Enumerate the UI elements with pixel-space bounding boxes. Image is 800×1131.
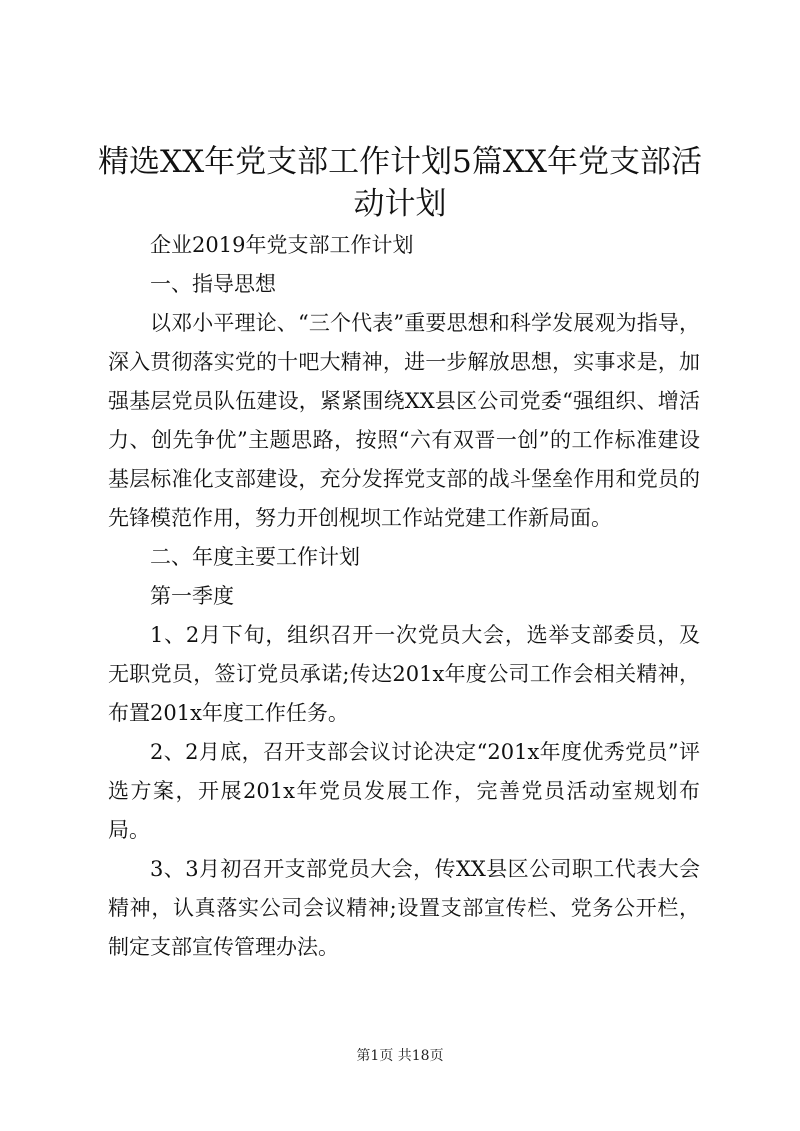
- paragraph-item-3: 3、3月初召开支部党员大会，传XX县区公司职工代表大会精神，认真落实公司会议精神;设置支部宣传栏、党务公开栏，制定支部宣传管理办法。: [108, 857, 700, 959]
- paragraph-section-annual-plan: 二、年度主要工作计划: [150, 545, 360, 569]
- paragraph-item-2: 2、2月底，召开支部会议讨论决定“201x年度优秀党员”评选方案，开展201x年党员发展工作，完善党员活动室规划布局。: [108, 740, 700, 842]
- paragraph-item-1: 1、2月下旬，组织召开一次党员大会，选举支部委员，及无职党员，签订党员承诺;传达201x年度公司工作会相关精神，布置201x年度工作任务。: [108, 623, 700, 725]
- paragraph-first-quarter: 第一季度: [150, 584, 234, 608]
- paragraph-section-guiding-ideology: 一、指导思想: [150, 272, 276, 296]
- document-title: 精选XX年党支部工作计划5篇XX年党支部活动计划: [98, 144, 702, 222]
- paragraph-heading-company-plan: 企业2019年党支部工作计划: [150, 233, 414, 257]
- paragraph-guiding-ideology-text: 以邓小平理论、“三个代表”重要思想和科学发展观为指导，深入贯彻落实党的十吧大精神，进一步解放思想，实事求是，加强基层党员队伍建设，紧紧围绕XX县区公司党委“强组织、增活力、创先争优”主题思路，按照“六有双晋一创”的工作标准建设基层标准化支部建设，充分发挥党支部的战斗堡垒作用和党员的先锋模范作用，努力开创枧坝工作站党建工作新局面。: [108, 311, 700, 530]
- document-body: [108, 226, 700, 967]
- page-number-footer: 第1页 共18页: [356, 1048, 444, 1064]
